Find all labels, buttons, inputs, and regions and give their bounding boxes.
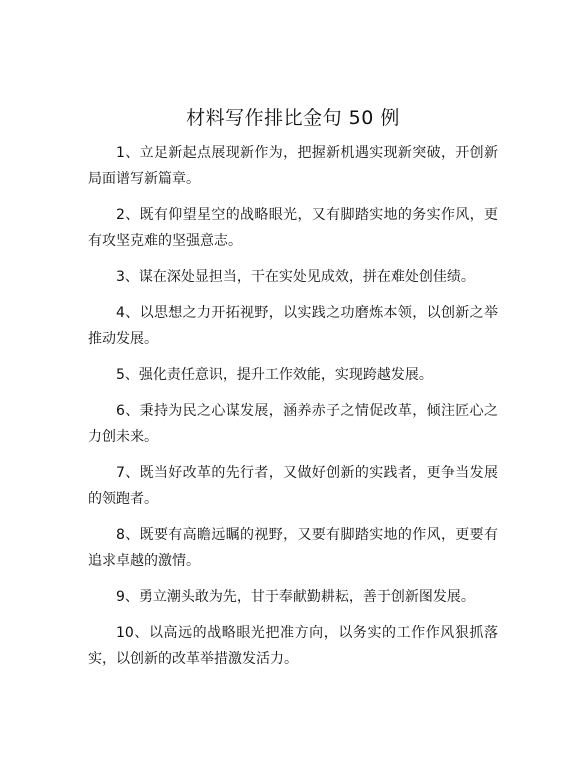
paragraph-1: 1、立足新起点展现新作为，把握新机遇实现新突破，开创新局面谱写新篇章。: [88, 145, 498, 187]
paragraph-8: 8、既要有高瞻远瞩的视野，又要有脚踏实地的作风，更要有追求卓越的激情。: [88, 527, 498, 569]
document-body: [88, 140, 498, 682]
document-title: 材料写作排比金句 50 例: [186, 107, 400, 129]
paragraph-9: 9、勇立潮头敢为先，甘于奉献勤耕耘，善于创新图发展。: [116, 589, 475, 605]
paragraph-2: 2、既有仰望星空的战略眼光，又有脚踏实地的务实作风，更有攻坚克难的坚强意志。: [88, 207, 498, 249]
paragraph-6: 6、秉持为民之心谋发展，涵养赤子之情促改革，倾注匠心之力创未来。: [88, 403, 498, 445]
paragraph-10: 10、以高远的战略眼光把准方向，以务实的工作作风狠抓落实，以创新的改革举措激发活力。: [88, 625, 498, 667]
paragraph-4: 4、以思想之力开拓视野，以实践之功磨炼本领，以创新之举推动发展。: [88, 305, 498, 347]
paragraph-5: 5、强化责任意识，提升工作效能，实现跨越发展。: [116, 367, 433, 383]
paragraph-3: 3、谋在深处显担当，干在实处见成效，拼在难处创佳绩。: [116, 269, 475, 285]
paragraph-7: 7、既当好改革的先行者，又做好创新的实践者，更争当发展的领跑者。: [88, 465, 498, 507]
